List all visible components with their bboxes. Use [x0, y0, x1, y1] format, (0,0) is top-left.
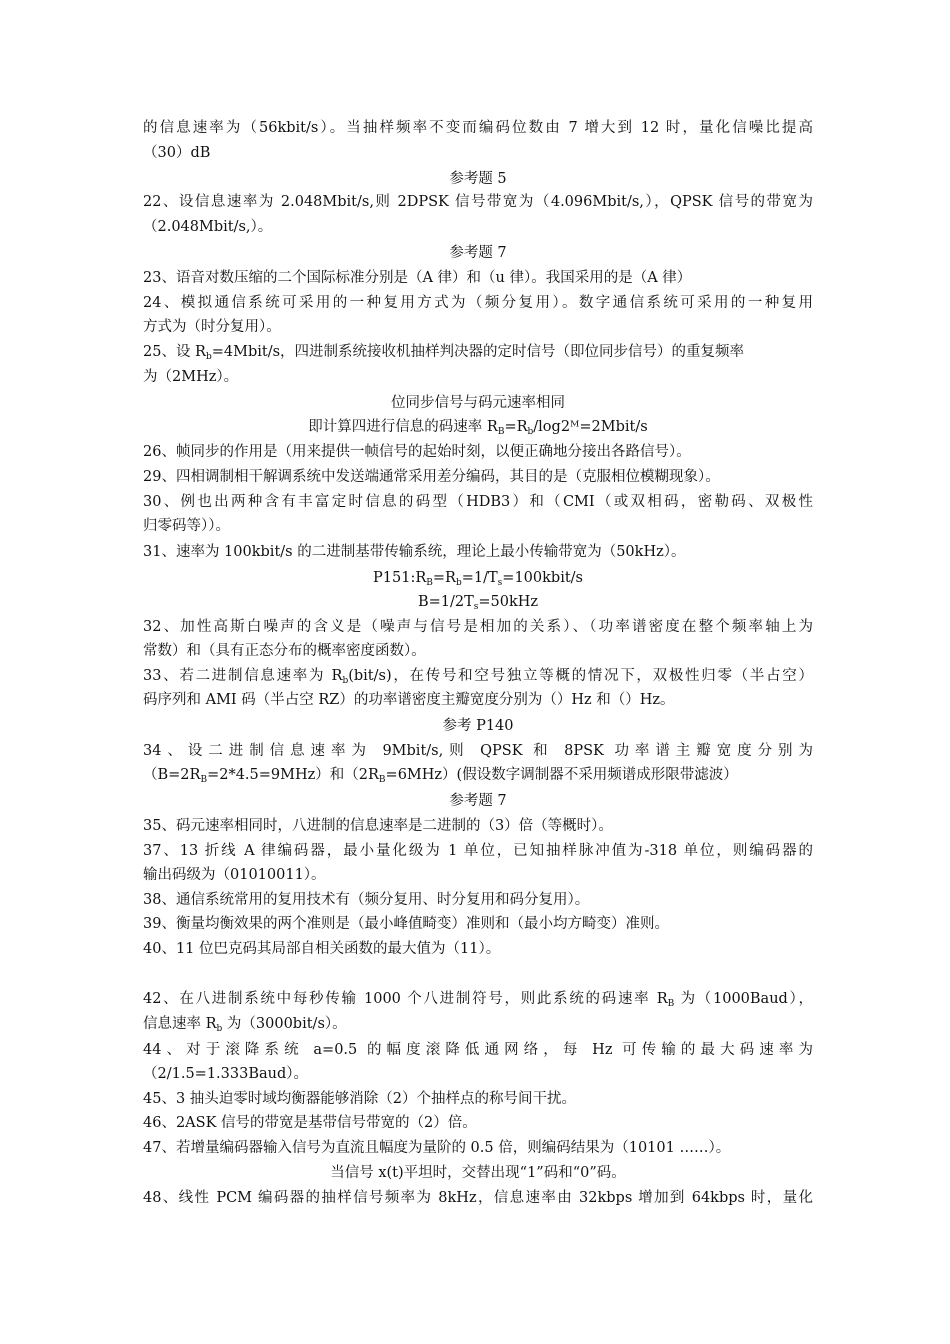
text-line — [143, 765, 813, 785]
text-run: B=1/2T — [417, 594, 474, 610]
text-run: （B=2R — [143, 767, 201, 783]
question-32: 32、加性高斯白噪声的含义是（噪声与信号是相加的关系）、（功率谱密度在整个频率轴上为 — [143, 619, 813, 635]
text-line: 码序列和 AMI 码（半占空 RZ）的功率谱密度主瓣宽度分别为（）Hz 和（）Hz。 — [143, 692, 675, 708]
text-run: (bit/s)，在传号和空号独立等概的情况下，双极性归零（半占空） — [348, 668, 813, 684]
question-47: 47、若增量编码器输入信号为直流且幅度为量阶的 0.5 倍，则编码结果为（10101 ……）。 — [143, 1140, 731, 1156]
question-35: 35、码元速率相同时，八进制的信息速率是二进制的（3）倍（等概时）。 — [143, 818, 613, 834]
subscript: B — [667, 999, 675, 1009]
question-29: 29、四相调制相干解调系统中发送端通常采用差分编码，其目的是（克服相位模糊现象）。 — [143, 469, 720, 485]
reference-note: 参考 P140 — [442, 718, 514, 734]
subscript: b — [342, 676, 349, 686]
question-42 — [143, 989, 813, 1009]
question-26: 26、帧同步的作用是（用来提供一帧信号的起始时刻，以便正确地分接出各路信号）。 — [143, 444, 691, 460]
explanation-line: 位同步信号与码元速率相同 — [391, 395, 565, 411]
subscript: b — [216, 1024, 223, 1034]
text-line: （2/1.5=1.333Baud）。 — [143, 1066, 309, 1082]
formula-line — [143, 417, 813, 437]
question-45: 45、3 抽头迫零时域均衡器能够消除（2）个抽样点的称号间干扰。 — [143, 1091, 577, 1107]
text-run: 25、设 R — [143, 344, 206, 360]
question-23: 23、语音对数压缩的二个国际标准分别是（A 律）和（u 律）。我国采用的是（A 律） — [143, 270, 692, 286]
question-44: 44、对于滚降系统 a=0.5 的幅度滚降低通网络，每 Hz 可传输的最大码速率为 — [143, 1042, 813, 1058]
question-37: 37、13 折线 A 律编码器，最小量化级为 1 单位，已知抽样脉冲值为-318 单位，则编码器的 — [143, 843, 813, 859]
question-30: 30、例也出两种含有丰富定时信息的码型（HDB3）和（CMI（或双相码，密勒码、双极性 — [143, 494, 813, 510]
text-line: （30）dB — [143, 145, 211, 161]
subscript: B — [378, 775, 386, 785]
text-run: =R — [432, 570, 456, 586]
subscript: B — [200, 775, 208, 785]
text-line — [143, 1014, 813, 1034]
question-24: 24、模拟通信系统可采用的一种复用方式为（频分复用）。数字通信系统可采用的一种复用 — [143, 295, 813, 311]
question-34: 34、设二进制信息速率为 9Mbit/s,则 QPSK 和 8PSK 功率谱主瓣宽度分别为 — [143, 743, 813, 759]
subscript: b — [527, 427, 534, 437]
text-line: 输出码级为（01010011）。 — [143, 867, 326, 883]
text-line: 方式为（时分复用）。 — [143, 319, 281, 335]
text-line: 为（2MHz）。 — [143, 369, 239, 385]
question-31: 31、速率为 100kbit/s 的二进制基带传输系统，理论上最小传输带宽为（50kHz）。 — [143, 544, 686, 560]
question-33 — [143, 666, 813, 686]
subscript: s — [473, 602, 479, 612]
text-run: =50kHz — [478, 594, 539, 610]
text-line: 常数）和（具有正态分布的概率密度函数）。 — [143, 643, 426, 659]
text-run: 为（3000bit/s）。 — [222, 1016, 347, 1032]
text-run: =6MHz）(假设数字调制器不采用频谱成形限带滤波） — [385, 767, 738, 783]
text-run: =100kbit/s — [502, 570, 583, 586]
subscript: B — [426, 578, 433, 588]
text-run: 信息速率 R — [143, 1016, 217, 1032]
text-run: =2*4.5=9MHz）和（2R — [207, 767, 379, 783]
formula-line — [143, 592, 813, 612]
reference-note: 参考题 7 — [449, 793, 507, 809]
subscript: B — [497, 427, 505, 437]
text-run: 为（1000Baud）， — [674, 991, 813, 1007]
text-run: P151:R — [373, 570, 427, 586]
question-25 — [143, 342, 813, 362]
subscript: s — [497, 578, 503, 588]
text-run: 42、在八进制系统中每秒传输 1000 个八进制符号，则此系统的码速率 R — [143, 991, 668, 1007]
reference-note: 参考题 7 — [449, 245, 507, 261]
text-run: 33、若二进制信息速率为 R — [143, 668, 343, 684]
question-48: 48、线性 PCM 编码器的抽样信号频率为 8kHz，信息速率由 32kbps 增加到 64kbps 时，量化 — [143, 1190, 813, 1206]
subscript: b — [455, 578, 462, 588]
question-40: 40、11 位巴克码其局部自相关函数的最大值为（11）。 — [143, 941, 501, 957]
question-22: 22、设信息速率为 2.048Mbit/s,则 2DPSK 信号带宽为（4.096Mbit/s,），QPSK 信号的带宽为 — [143, 194, 813, 210]
text-run: 即计算四进行信息的码速率 R — [308, 419, 498, 435]
text-line: 的信息速率为（56kbit/s）。当抽样频率不变而编码位数由 7 增大到 12 时，量化信噪比提高 — [143, 120, 813, 136]
explanation-line: 当信号 x(t)平坦时，交替出现“1”码和“0”码。 — [330, 1165, 626, 1181]
formula-line — [143, 568, 813, 588]
text-line: （2.048Mbit/s,）。 — [143, 219, 273, 235]
question-39: 39、衡量均衡效果的两个准则是（最小峰值畸变）准则和（最小均方畸变）准则。 — [143, 916, 669, 932]
text-run: =R — [504, 419, 528, 435]
text-run: =4Mbit/s，四进制系统接收机抽样判决器的定时信号（即位同步信号）的重复频率 — [211, 344, 745, 360]
reference-note: 参考题 5 — [449, 171, 507, 187]
text-run: =1/T — [461, 570, 498, 586]
subscript: b — [205, 352, 212, 362]
question-46: 46、2ASK 信号的带宽是基带信号带宽的（2）倍。 — [143, 1115, 477, 1131]
text-run: /log2ᴹ=2Mbit/s — [533, 419, 648, 435]
question-38: 38、通信系统常用的复用技术有（频分复用、时分复用和码分复用）。 — [143, 892, 590, 908]
text-line: 归零码等））。 — [143, 518, 230, 534]
